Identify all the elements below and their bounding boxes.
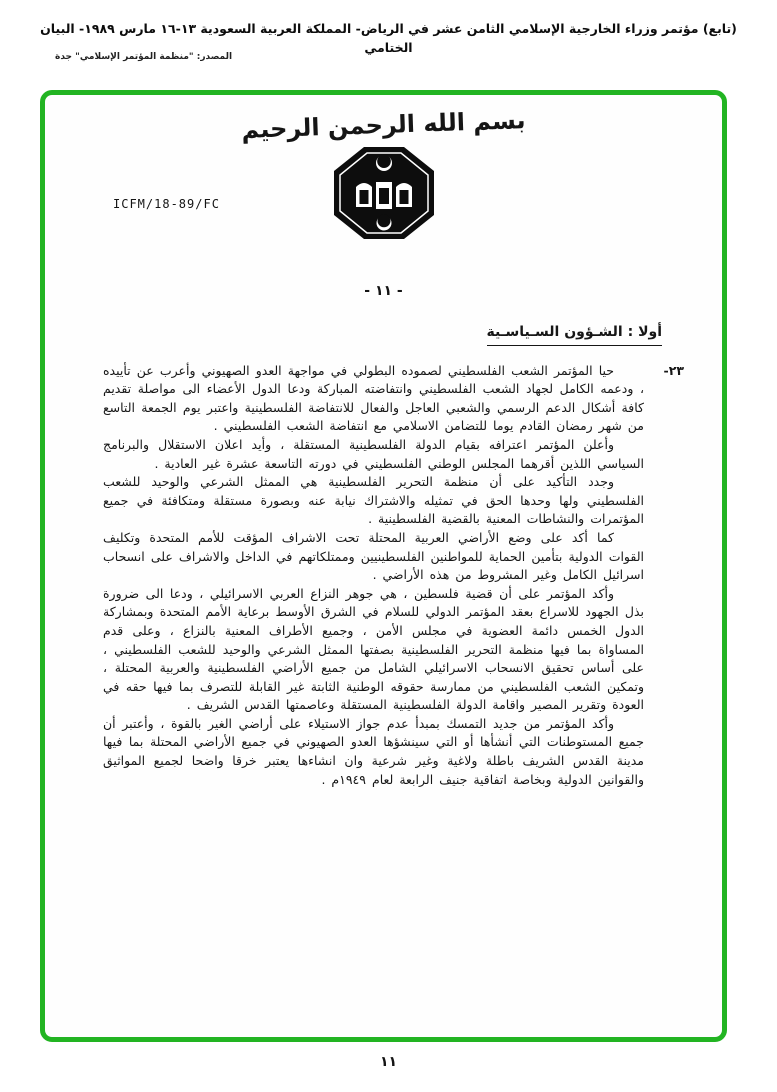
paragraph: وجدد التأكيد على أن منظمة التحرير الفلسطينية هي الممثل الشرعي والوحيد للشعب الفلسطيني ولها وحدها الحق في تمثيله والاشتراك نيابة عنه وبصورة مستقلة ومتكافئة في جميع المؤتمرات والنشاطات المعنية بالقضية الفلسطينية . <box>103 474 644 527</box>
document-title-header: (تابع) مؤتمر وزراء الخارجية الإسلامي الثامن عشر في الرياض- المملكة العربية السعودية ١٣-١٦ مارس ١٩٨٩- البيان الختامي <box>40 21 737 55</box>
scan-page-number: - ١١ - <box>364 283 403 299</box>
paragraph: وأعلن المؤتمر اعترافه بقيام الدولة الفلسطينية المستقلة ، وأيد اعلان الاستقلال والبرنامج السياسي اللذين أقرهما المجلس الوطني الفلسطيني في دورته التاسعة عشرة غير العادية . <box>103 436 644 471</box>
bismillah-calligraphy: بسم الله الرحمن الرحيم <box>241 106 526 144</box>
paragraph: كما أكد على وضع الأراضي العربية المحتلة تحت الاشراف المؤقت للأمم المتحدة وتكليف القوات الدولية بتأمين الحماية للمواطنين الفلسطينيين وممتلكاتهم في الداخل والاشراف على انسحاب اسرائيل الكامل وغير المشروط من هذه الأراضي . <box>103 529 644 583</box>
paragraph: وأكد المؤتمر على أن قضية فلسطين ، هي جوهر النزاع العربي الاسرائيلي ، ودعا الى ضرورة بذل الجهود للاسراع بعقد المؤتمر الدولي للسلام في الشرق الأوسط برعاية الأمم المتحدة وبمشاركة الدول الخمس دائمة العضوية في مجلس الأمن ، وجميع الأطراف المعنية بالنزاع ، وعلى قدم المساواة بما فيها منظمة التحرير الفلسطينية بصفتها الممثل الشرعي والوحيد للشعب الفلسطيني ، على أساس تحقيق الانسحاب الاسرائيلي الشامل من جميع الأراضي الفلسطينية والعربية المحتلة ، وتمكين الشعب الفلسطيني من ممارسة حقوقه الوطنية الثابتة غير القابلة للتصرف بما فيها حقه في العودة وتقرير المصير واقامة الدولة الفلسطينية المستقلة وعاصمتها القدس الشريف . <box>103 585 644 713</box>
item-number: ٢٣- <box>663 362 684 378</box>
document-body <box>45 95 722 1037</box>
footer-page-number: ١١ <box>379 1054 398 1070</box>
document-reference-code: ICFM/18-89/FC <box>113 197 220 211</box>
source-attribution: المصدر: "منظمة المؤتمر الإسلامي" جدة <box>55 52 233 62</box>
paragraph-23 <box>103 362 684 436</box>
scan-highlight-frame <box>40 90 727 1042</box>
reference-and-emblem-row <box>45 145 722 267</box>
section-heading-political-affairs: أولا : الشـؤون السـياسـية <box>487 323 662 346</box>
paragraph: وأكد المؤتمر من جديد التمسك بمبدأ عدم جواز الاستيلاء على أراضي الغير بالقوة ، وأعتبر أن جميع المستوطنات التي أنشأها أو التي سينشؤها العدو الصهيوني في جميع الأراضي المحتلة بما فيها مدينة القدس الشريف باطلة ولاغية وغير شرعية وان انشاءها يعتبر خرقا واضحا لجميع المواثيق والقوانين الدولية وبخاصة اتفاقية جنيف الرابعة لعام ١٩٤٩م . <box>103 715 644 787</box>
document-content <box>45 299 722 789</box>
oic-emblem-icon <box>332 145 436 245</box>
paragraph-text: حيا المؤتمر الشعب الفلسطيني لصموده البطولي في مواجهة العدو الصهيوني وأعرب عن تأييده ، ودعمه الكامل لجهاد الشعب الفلسطيني وانتفاضته المباركة ودعا الدول الأعضاء الى مواصلة تقديم كافة أشكال الدعم الرسمي والشعبي العاجل والفعال للانتفاضة الفلسطينية واعتبر يوم الجمعة التاسع من شهر رمضان القادم يوما للتضامن الاسلامي مع انتفاضة الشعب الفلسطيني . <box>103 362 644 434</box>
